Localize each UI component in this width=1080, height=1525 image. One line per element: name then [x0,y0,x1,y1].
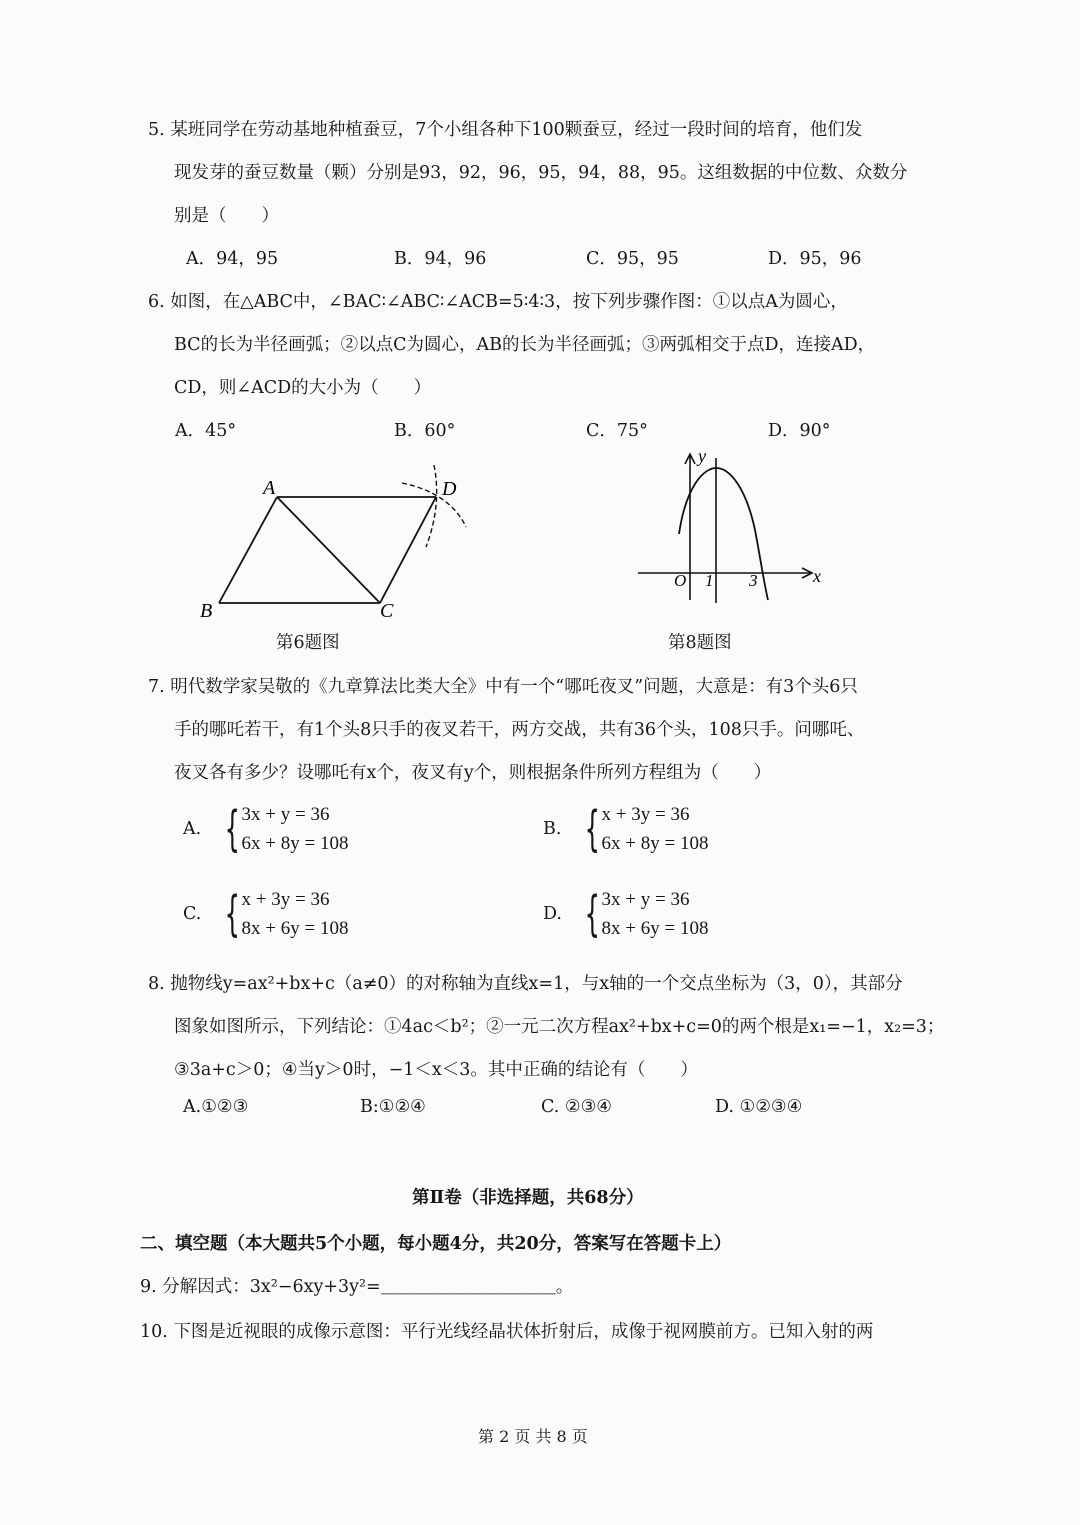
q6-option-c: C．75° [586,421,648,441]
q5-line2: 现发芽的蚕豆数量（颗）分别是93，92，96，95，94，88，95。这组数据的中位数、众数分 [174,163,908,183]
q8-option-a: A.①②③ [183,1097,249,1117]
label-d: D [442,478,457,500]
label-x: x [813,566,821,586]
q7-option-a-eq2: 6x + 8y = 108 [241,833,349,854]
brace-icon: { [584,886,600,942]
q8-option-c: C. ②③④ [541,1097,612,1117]
q6-option-b: B．60° [394,421,456,441]
q6-line3: CD，则∠ACD的大小为（ ） [174,378,432,398]
label-a: A [263,477,276,499]
figure-6 [190,455,480,625]
q8-option-b: B:①②④ [360,1097,426,1117]
label-b: B [200,600,213,622]
fill-blank-heading: 二、填空题（本大题共5个小题，每小题4分，共20分，答案写在答题卡上） [140,1234,732,1254]
page-footer: 第 2 页 共 8 页 [478,1427,588,1446]
q7-option-b [543,800,708,858]
q5-option-b: B．94，96 [394,249,487,269]
q6-option-a: A．45° [175,421,237,441]
section-2-title: 第Ⅱ卷（非选择题，共68分） [412,1188,644,1208]
q7-line1: 7. 明代数学家吴敬的《九章算法比类大全》中有一个“哪吒夜叉”问题，大意是：有3个头6只 [148,677,858,697]
q7-line3: 夜叉各有多少？设哪吒有x个，夜叉有y个，则根据条件所列方程组为（ ） [174,763,772,783]
q8-option-d: D. ①②③④ [715,1097,803,1117]
q7-option-c-label: C. [183,904,202,924]
figure-8 [630,448,840,608]
segment-ab [219,497,277,603]
q7-option-a [183,800,348,858]
q5-line3: 别是（ ） [174,206,279,226]
q7-option-c-eq1: x + 3y = 36 [241,889,330,910]
brace-icon: { [224,886,240,942]
brace-icon: { [224,801,240,857]
q5-option-d: D．95，96 [768,249,862,269]
label-origin: O [674,571,687,590]
label-c: C [380,600,394,622]
q7-option-a-eq1: 3x + y = 36 [241,804,330,825]
q7-option-a-label: A. [183,819,202,839]
q5-option-c: C．95，95 [586,249,679,269]
q6-line1: 6. 如图，在△ABC中，∠BAC∶∠ABC∶∠ACB=5∶4∶3，按下列步骤作图：①以点A为圆心， [148,292,848,312]
q7-option-b-label: B. [543,819,562,839]
segment-ac [277,497,380,603]
q6-line2: BC的长为半径画弧；②以点C为圆心，AB的长为半径画弧；③两弧相交于点D，连接AD， [174,335,876,355]
q10-line: 10. 下图是近视眼的成像示意图：平行光线经晶状体折射后，成像于视网膜前方。已知入射的两 [140,1322,874,1342]
q7-option-b-eq2: 6x + 8y = 108 [601,833,709,854]
q7-option-d-label: D. [543,904,562,924]
q8-line2: 图象如图所示，下列结论：①4ac＜b²；②一元二次方程ax²+bx+c=0的两个根是x₁=−1，x₂=3； [174,1017,945,1037]
q9-line: 9. 分解因式：3x²−6xy+3y²=＿＿＿＿＿＿＿＿＿＿。 [140,1277,574,1297]
label-y: y [698,448,706,466]
q5-line1: 5. 某班同学在劳动基地种植蚕豆，7个小组各种下100颗蚕豆，经过一段时间的培育，他们发 [148,120,863,140]
q7-option-d [543,885,708,943]
q7-option-d-eq1: 3x + y = 36 [601,889,690,910]
figure-8-caption: 第8题图 [668,633,732,653]
label-one: 1 [705,571,714,590]
q8-line3: ③3a+c＞0；④当y＞0时，−1＜x＜3。其中正确的结论有（ ） [174,1060,698,1080]
q7-option-d-eq2: 8x + 6y = 108 [601,918,709,939]
q5-option-a: A．94，95 [186,249,279,269]
figure-6-caption: 第6题图 [276,633,340,653]
q6-option-d: D．90° [768,421,831,441]
label-three: 3 [749,571,758,590]
q7-option-c-eq2: 8x + 6y = 108 [241,918,349,939]
segment-cd [380,497,436,603]
q7-option-c [183,885,348,943]
q7-option-b-eq1: x + 3y = 36 [601,804,690,825]
q8-line1: 8. 抛物线y=ax²+bx+c（a≠0）的对称轴为直线x=1，与x轴的一个交点坐标为（3，0），其部分 [148,974,903,994]
brace-icon: { [584,801,600,857]
q7-line2: 手的哪吒若干，有1个头8只手的夜叉若干，两方交战，共有36个头，108只手。问哪吒、 [174,720,865,740]
